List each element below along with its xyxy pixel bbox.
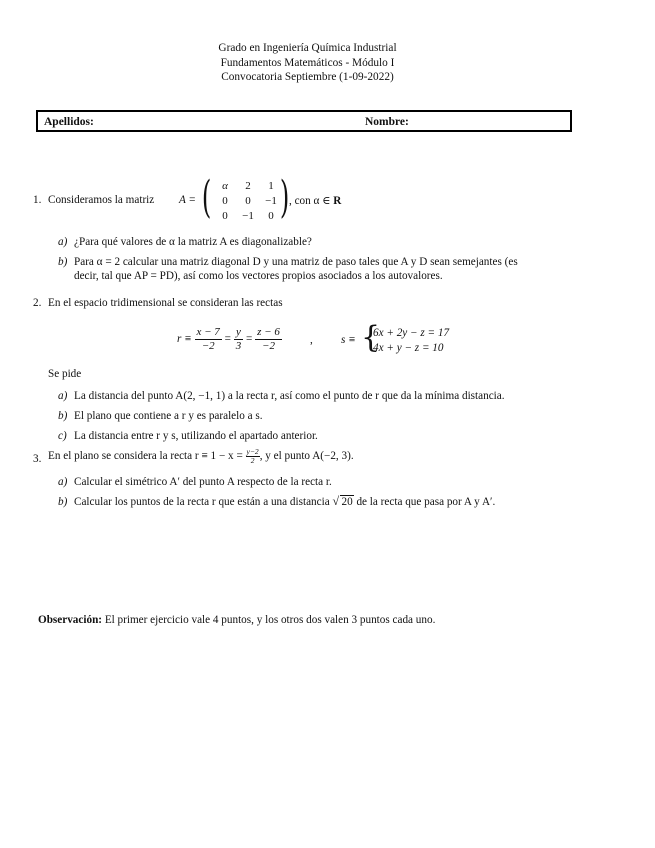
- observation-text: El primer ejercicio vale 4 puntos, y los otros dos valen 3 puntos cada uno.: [104, 614, 436, 626]
- q3-intro-post: , y el punto A(−2, 3).: [259, 450, 354, 463]
- s-equation-1: 6x + 2y − z = 17: [373, 327, 450, 339]
- q2-intro: En el espacio tridimensional se consideran las rectas: [48, 297, 283, 309]
- q2c-label: c): [58, 430, 67, 442]
- sqrt-radicand: 20: [341, 496, 353, 508]
- matrix-right-paren: ): [279, 172, 290, 223]
- q2b-text: El plano que contiene a r y es paralelo a s.: [74, 410, 263, 422]
- q1-after-matrix: [289, 194, 341, 207]
- matrix-cell: −1: [242, 210, 254, 222]
- frac-denominator: −2: [201, 340, 215, 352]
- observation-label: Observación:: [38, 614, 103, 626]
- equals-sign: =: [224, 333, 231, 346]
- apellidos-label: Apellidos:: [44, 116, 94, 128]
- q2c-text: La distancia entre r y s, utilizando el apartado anterior.: [74, 430, 318, 442]
- header-subject: Fundamentos Matemáticos - Módulo I: [220, 56, 395, 69]
- equals-sign: =: [246, 333, 253, 346]
- q1b-label: b): [58, 256, 68, 268]
- s-label: s ≡: [341, 334, 356, 346]
- q3b-text-pre: Calcular los puntos de la recta r que están a una distancia: [74, 496, 330, 508]
- matrix-cell: 0: [222, 195, 228, 207]
- matrix-cell: 1: [268, 180, 274, 192]
- header-session: Convocatoria Septiembre (1-09-2022): [221, 71, 394, 83]
- nombre-label: Nombre:: [365, 116, 409, 128]
- q1a-label: a): [58, 236, 68, 248]
- q1-number: 1.: [33, 194, 42, 206]
- matrix-cell: α: [222, 180, 228, 192]
- q2-se-pide: Se pide: [48, 368, 82, 380]
- q3b-text: [74, 496, 495, 508]
- q1-after-text: , con α ∈: [289, 195, 334, 207]
- q3a-label: a): [58, 476, 68, 488]
- frac-numerator: x − 7: [196, 326, 220, 338]
- frac-numerator: y: [234, 326, 244, 340]
- q3b-text-post: de la recta que pasa por A y A′.: [356, 496, 496, 508]
- header-degree: Grado en Ingeniería Química Industrial: [218, 42, 397, 54]
- q3a-text: Calcular el simétrico A′ del punto A respecto de la recta r.: [74, 476, 332, 488]
- frac-numerator: z − 6: [257, 326, 280, 338]
- q1b-text-line2: decir, tal que AP = PD), así como los vectores propios asociados a los autovalores.: [74, 270, 443, 282]
- q1a-text: ¿Para qué valores de α la matriz A es diagonalizable?: [74, 236, 312, 248]
- matrix-cell: 2: [245, 180, 251, 192]
- exam-header: [0, 41, 615, 85]
- q3-number: 3.: [33, 453, 42, 465]
- r-fraction-x: [195, 326, 222, 353]
- observation-note: [38, 614, 435, 626]
- matrix-cell: 0: [245, 195, 251, 207]
- frac-denominator: −2: [262, 340, 275, 352]
- q3-fraction: [246, 448, 260, 465]
- r-fraction-z: [255, 326, 282, 353]
- frac-denominator: 2: [250, 456, 255, 465]
- q3-intro: [48, 448, 354, 465]
- r-label: r ≡: [177, 333, 192, 346]
- q1-reals-symbol: R: [333, 195, 342, 207]
- q2-line-r: [177, 326, 282, 353]
- sqrt-expression: [332, 496, 353, 508]
- q2a-text: La distancia del punto A(2, −1, 1) a la recta r, así como el punto de r que da la mínima distancia.: [74, 390, 505, 402]
- r-fraction-y: [234, 326, 244, 353]
- q2a-label: a): [58, 390, 68, 402]
- matrix-cell: 0: [268, 210, 274, 222]
- q2b-label: b): [58, 410, 68, 422]
- s-equation-2: 4x + y − z = 10: [373, 342, 444, 354]
- q2-number: 2.: [33, 297, 42, 309]
- matrix-cell: −1: [265, 195, 277, 207]
- q3-intro-pre: En el plano se considera la recta r ≡ 1 − x =: [48, 450, 243, 463]
- s-system-brace: {: [361, 320, 381, 355]
- student-name-box: [36, 110, 572, 132]
- frac-numerator: y−2: [246, 447, 259, 456]
- matrix-left-paren: (: [201, 172, 212, 223]
- q1b-text-line1: Para α = 2 calcular una matriz diagonal D y una matriz de paso tales que A y D sean semejantes (es: [74, 256, 518, 268]
- q2-separator-comma: ,: [310, 334, 313, 346]
- sqrt-symbol: √: [332, 494, 340, 508]
- matrix-cell: 0: [222, 210, 228, 222]
- q1-intro: Consideramos la matriz: [48, 194, 155, 206]
- q1-matrix: [201, 172, 290, 224]
- frac-denominator: 3: [235, 340, 242, 352]
- q1-matrix-name: A =: [179, 194, 196, 206]
- q3b-label: b): [58, 496, 68, 508]
